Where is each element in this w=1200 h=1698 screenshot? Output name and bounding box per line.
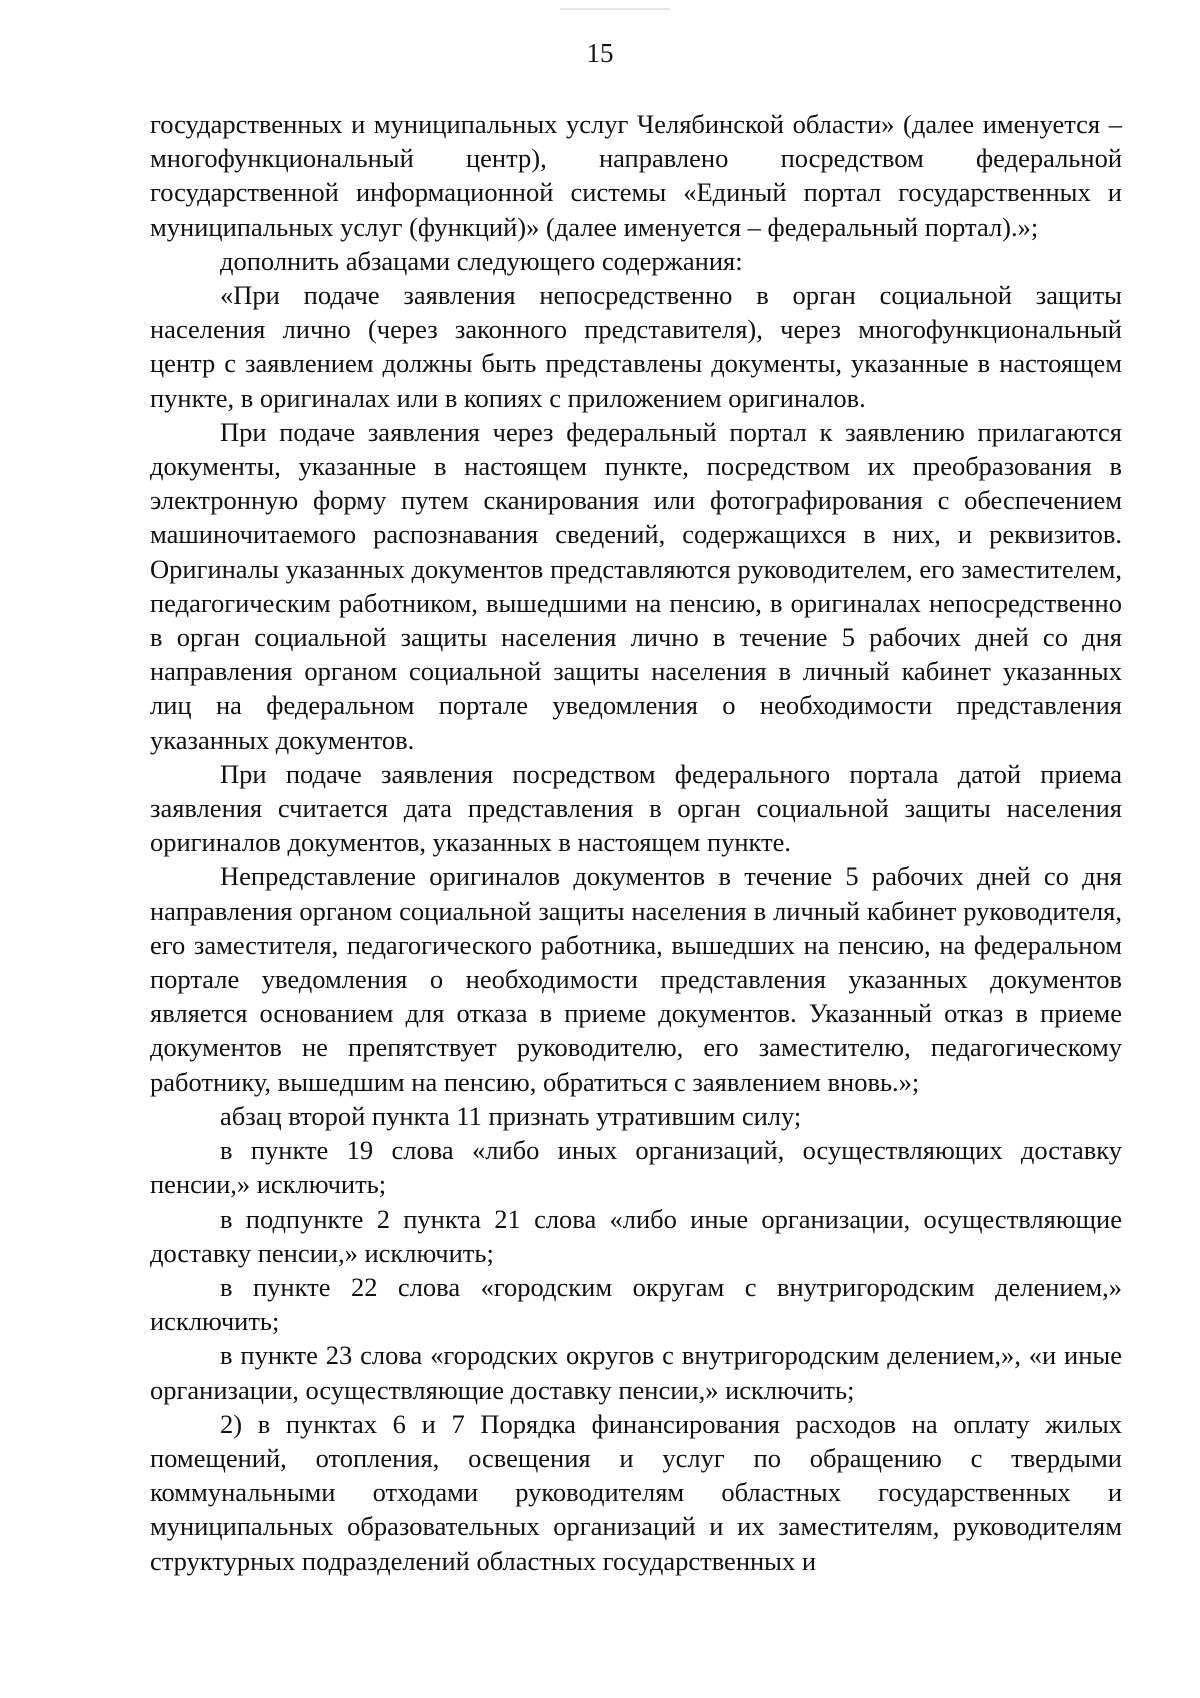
paragraph-item-11: абзац второй пункта 11 признать утратившим силу; <box>220 1100 802 1131</box>
paragraph-item-21: в подпункте 2 пункта 21 слова «либо иные организации, осуществляющие доставку пенсии,» исключить; <box>150 1203 1122 1268</box>
paragraph-acceptance-date: При подаче заявления посредством федерального портала датой приема заявления считается дата представления в орган социальной защиты населения оригиналов документов, указанных в настоящем пункте. <box>150 758 1122 858</box>
paragraph-portal-submission: При подаче заявления через федеральный портал к заявлению прилагаются документы, указанные в настоящем пункте, посредством их преобразования в электронную форму путем сканирования или фотографирования с обеспечением машиночитаемого распознавания сведений, содержащихся в них, и реквизитов. Оригиналы указанных документов представляются руководителем, его заместителем, педагогическим работником, вышедшими на пенсию, в оригиналах непосредственно в орган социальной защиты населения лично в течение 5 рабочих дней со дня направления органом социальной защиты населения в личный кабинет указанных лиц на федеральном портале уведомления о необходимости представления указанных документов. <box>150 416 1122 755</box>
paragraph-item-22: в пункте 22 слова «городским округам с внутригородским делением,» исключить; <box>150 1271 1122 1337</box>
paragraph-in-person-submission: «При подаче заявления непосредственно в орган социальной защиты населения лично (через законного представителя), через многофункциональный центр с заявлением должны быть представлены документы, указанные в настоящем пункте, в оригиналах или в копиях с приложением оригиналов. <box>150 280 1122 413</box>
document-body <box>150 107 1122 1578</box>
paragraph-section-2: 2) в пунктах 6 и 7 Порядка финансирования расходов на оплату жилых помещений, отопления, освещения и услуг по обращению с твердыми коммунальными отходами руководителям областных государственных и муниципальных образовательных организаций и их заместителям, руководителям структурных подразделений областных государственных и <box>150 1408 1122 1576</box>
page-number: 15 <box>586 38 614 68</box>
paragraph-continuation: государственных и муниципальных услуг Челябинской области» (далее именуется – многофункциональный центр), направлено посредством федеральной государственной информационной системы «Единый портал государственных и муниципальных услуг (функций)» (далее именуется – федеральный портал).»; <box>150 109 1122 242</box>
paragraph-item-19: в пункте 19 слова «либо иных организаций, осуществляющих доставку пенсии,» исключить; <box>150 1135 1122 1200</box>
paragraph-refusal: Непредставление оригиналов документов в течение 5 рабочих дней со дня направления органом социальной защиты населения в личный кабинет руководителя, его заместителя, педагогического работника, вышедших на пенсию, на федеральном портале уведомления о необходимости представления указанных документов является основанием для отказа в приеме документов. Указанный отказ в приеме документов не препятствует руководителю, его заместителю, педагогическому работнику, вышедшим на пенсию, обратиться с заявлением вновь.»; <box>150 861 1122 1097</box>
scan-artifact <box>560 8 670 10</box>
paragraph-item-23: в пункте 23 слова «городских округов с внутригородским делением,», «и иные организации, осуществляющие доставку пенсии,» исключить; <box>150 1340 1122 1405</box>
paragraph-amend-intro: дополнить абзацами следующего содержания: <box>220 245 743 276</box>
